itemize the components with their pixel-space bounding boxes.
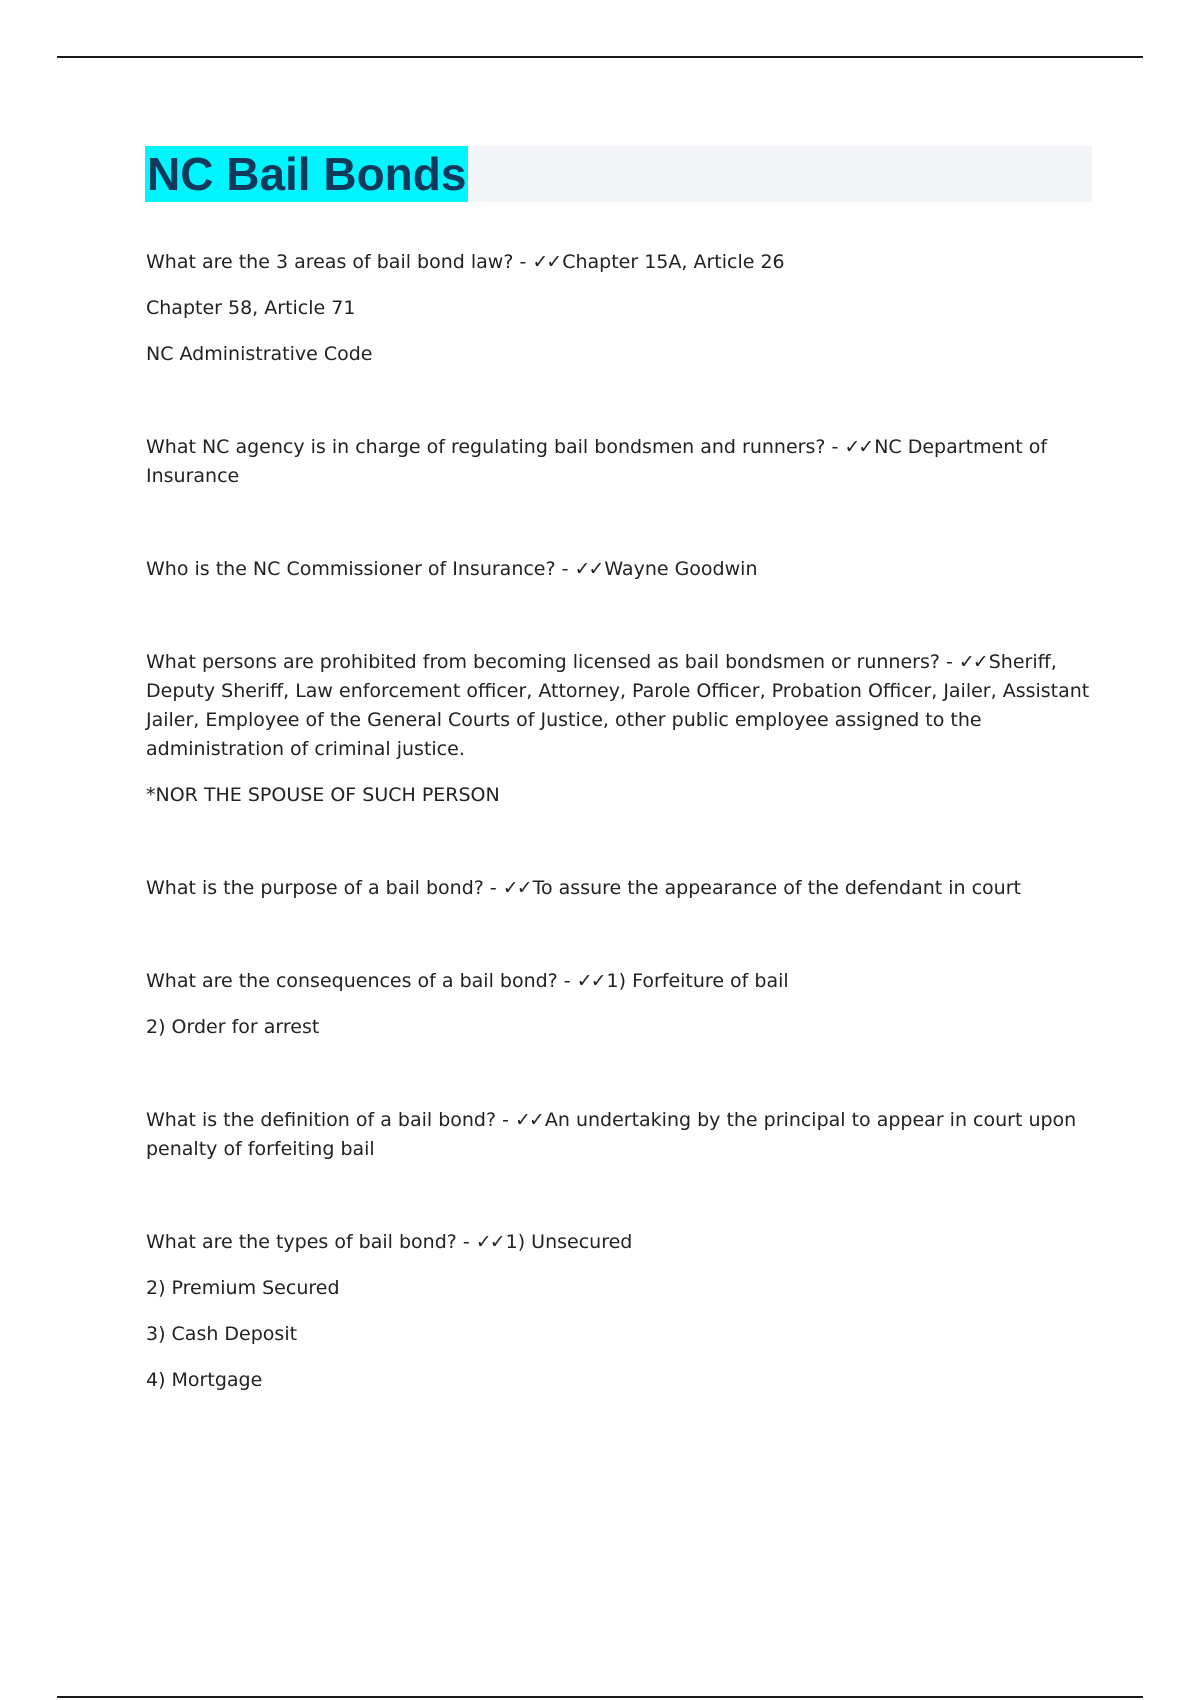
qa-list (146, 248, 1091, 1459)
double-check-icon: ✓✓ (958, 651, 987, 673)
qa-item (146, 648, 1091, 810)
answer-text: 1) Unsecured (505, 1231, 633, 1253)
page-title: NC Bail Bonds (147, 148, 467, 200)
double-check-icon: ✓✓ (532, 251, 561, 273)
answer-text: Wayne Goodwin (604, 558, 758, 580)
answer-continuation: NC Administrative Code (146, 343, 373, 365)
question-text: Who is the NC Commissioner of Insurance? - (146, 558, 575, 580)
answer-continuation: 3) Cash Deposit (146, 1323, 298, 1345)
answer-continuation: 4) Mortgage (146, 1369, 263, 1391)
answer-text: Chapter 15A, Article 26 (562, 251, 785, 273)
question-text: What persons are prohibited from becoming licensed as bail bondsmen or runners? - (146, 651, 959, 673)
qa-line (146, 248, 1091, 277)
qa-item (146, 433, 1091, 491)
question-text: What is the purpose of a bail bond? - (146, 877, 503, 899)
qa-line (146, 1228, 1091, 1257)
qa-item (146, 1106, 1091, 1164)
answer-text: An undertaking by the principal to appear in court upon penalty of forfeiting bail (146, 1109, 1077, 1160)
qa-item (146, 555, 1091, 584)
answer-text: 1) Forfeiture of bail (606, 970, 789, 992)
answer-continuation: *NOR THE SPOUSE OF SUCH PERSON (146, 784, 500, 806)
qa-line (146, 648, 1091, 764)
answer-text: To assure the appearance of the defendant in court (532, 877, 1021, 899)
qa-line (146, 1106, 1091, 1164)
qa-item (146, 967, 1091, 1042)
question-text: What are the types of bail bond? - (146, 1231, 476, 1253)
double-check-icon: ✓✓ (475, 1231, 504, 1253)
double-check-icon: ✓✓ (574, 558, 603, 580)
question-text: What are the 3 areas of bail bond law? - (146, 251, 533, 273)
question-text: What are the consequences of a bail bond? - (146, 970, 577, 992)
qa-line (146, 874, 1091, 903)
top-rule (57, 56, 1143, 58)
answer-continuation: 2) Premium Secured (146, 1277, 340, 1299)
bottom-rule (57, 1696, 1143, 1698)
answer-text: Sheriff, Deputy Sheriff, Law enforcement officer, Attorney, Parole Officer, Probation Officer, Jailer, Assistant Jailer, Employee of the General Courts of Justice, other public employee assigned to the administration of criminal justice. (146, 651, 1090, 760)
question-text: What is the definition of a bail bond? - (146, 1109, 516, 1131)
qa-line (146, 555, 1091, 584)
double-check-icon: ✓✓ (844, 436, 873, 458)
qa-line (146, 433, 1091, 491)
answer-continuation: 2) Order for arrest (146, 1016, 320, 1038)
qa-item (146, 1228, 1091, 1395)
qa-item (146, 248, 1091, 369)
answer-text: NC Department of Insurance (146, 436, 1048, 487)
qa-line (146, 967, 1091, 996)
double-check-icon: ✓✓ (576, 970, 605, 992)
question-text: What NC agency is in charge of regulating bail bondsmen and runners? - (146, 436, 845, 458)
double-check-icon: ✓✓ (502, 877, 531, 899)
double-check-icon: ✓✓ (515, 1109, 543, 1131)
qa-item (146, 874, 1091, 903)
answer-continuation: Chapter 58, Article 71 (146, 297, 356, 319)
